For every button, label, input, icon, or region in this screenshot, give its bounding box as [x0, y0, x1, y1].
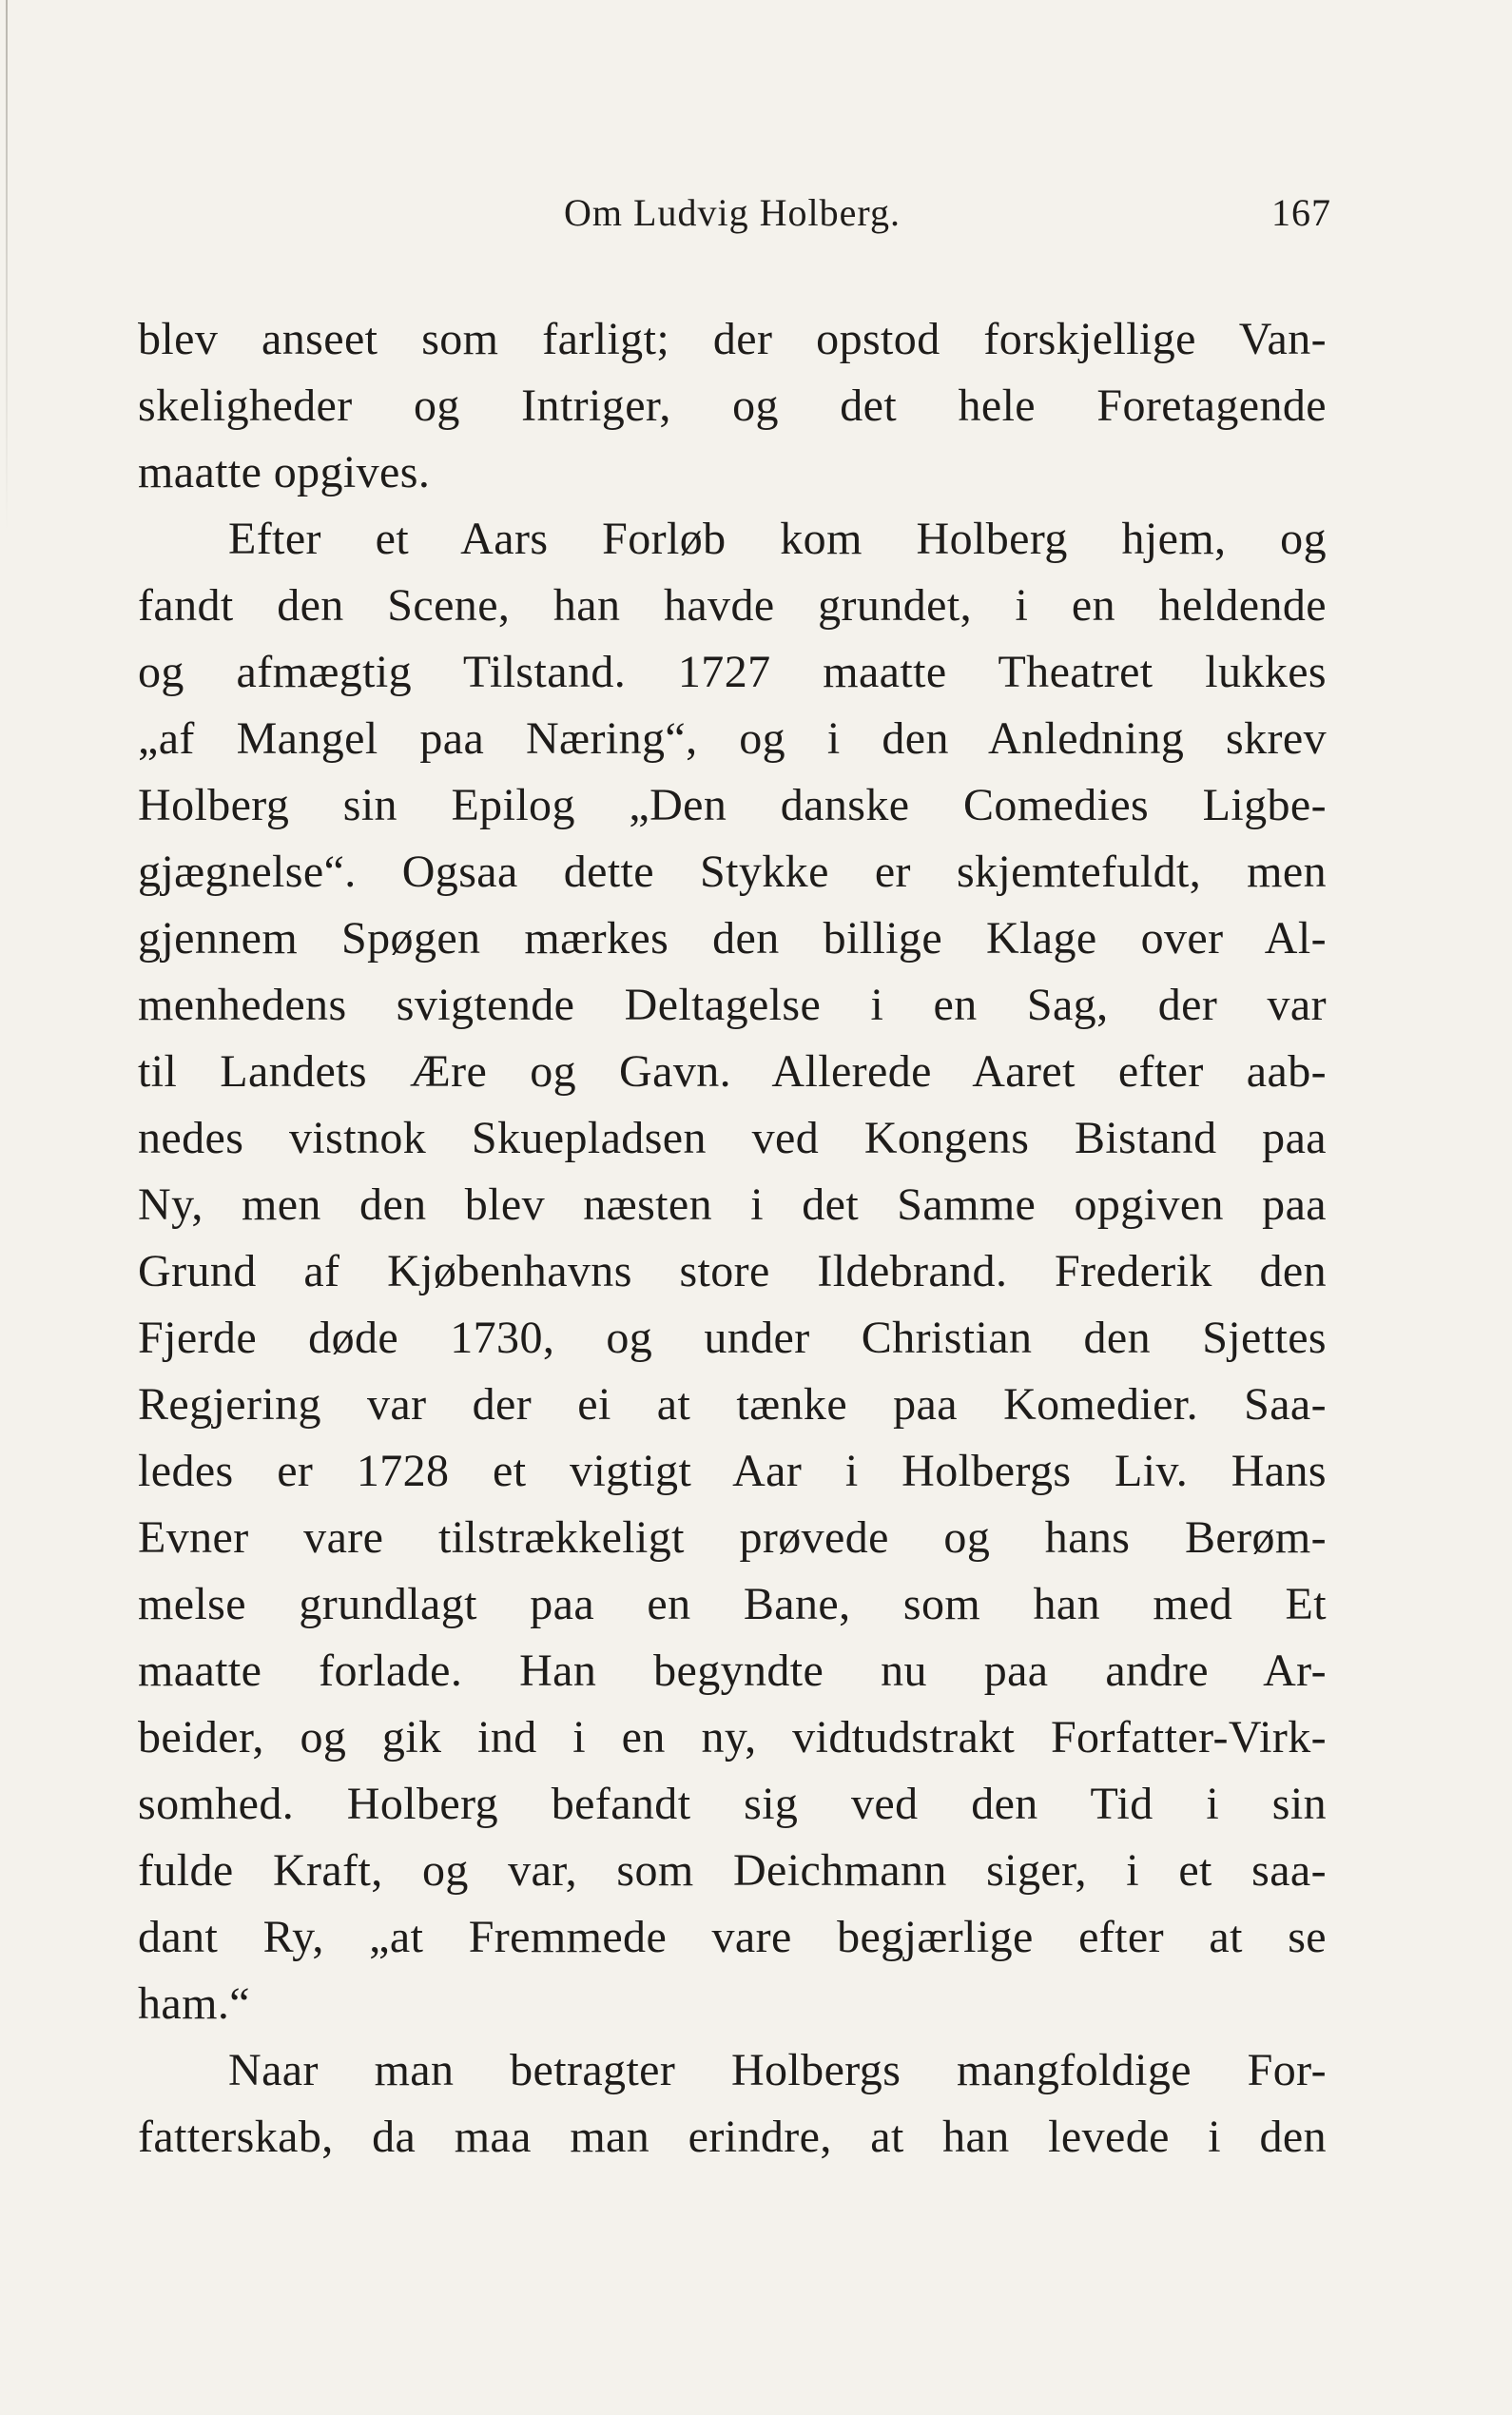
text-line: gjægnelse“. Ogsaa dette Stykke er skjemtefuldt, men	[138, 847, 1327, 897]
text-line: dant Ry, „at Fremmede vare begjærlige efter at se	[138, 1912, 1327, 1962]
text-line: fatterskab, da maa man erindre, at han levede i den	[138, 2112, 1327, 2162]
running-title: Om Ludvig Holberg.	[564, 191, 901, 234]
text-line: somhed. Holberg befandt sig ved den Tid i sin	[138, 1779, 1327, 1829]
text-line: blev anseet som farligt; der opstod forskjellige Van-	[138, 314, 1327, 364]
text-line: Grund af Kjøbenhavns store Ildebrand. Frederik den	[138, 1246, 1327, 1296]
text-line: Fjerde døde 1730, og under Christian den Sjettes	[138, 1313, 1327, 1363]
page-number: 167	[1271, 191, 1331, 234]
text-line: maatte opgives.	[138, 447, 431, 497]
text-line: ledes er 1728 et vigtigt Aar i Holbergs Liv. Hans	[138, 1446, 1327, 1496]
text-line: Evner vare tilstrækkeligt prøvede og hans Berøm-	[138, 1512, 1327, 1563]
text-line: ham.“	[138, 1978, 250, 2029]
text-line: gjennem Spøgen mærkes den billige Klage over Al-	[138, 913, 1327, 964]
text-line: beider, og gik ind i en ny, vidtudstrakt Forfatter-Virk-	[138, 1712, 1327, 1763]
text-line: Ny, men den blev næsten i det Samme opgiven paa	[138, 1179, 1327, 1230]
text-line: og afmægtig Tilstand. 1727 maatte Theatret lukkes	[138, 647, 1327, 697]
text-line: til Landets Ære og Gavn. Allerede Aaret efter aab-	[138, 1046, 1327, 1097]
text-line: nedes vistnok Skuepladsen ved Kongens Bistand paa	[138, 1113, 1327, 1163]
text-line: menhedens svigtende Deltagelse i en Sag, der var	[138, 980, 1327, 1030]
text-line: „af Mangel paa Næring“, og i den Anledning skrev	[138, 713, 1327, 764]
text-line: Efter et Aars Forløb kom Holberg hjem, og	[228, 514, 1327, 564]
text-line: melse grundlagt paa en Bane, som han med Et	[138, 1579, 1327, 1629]
body-text	[138, 306, 1327, 2171]
page-header	[133, 190, 1331, 247]
text-line: Regjering var der ei at tænke paa Komedier. Saa-	[138, 1379, 1327, 1430]
text-line: maatte forlade. Han begyndte nu paa andre Ar-	[138, 1646, 1327, 1696]
text-line: skeligheder og Intriger, og det hele Foretagende	[138, 380, 1327, 431]
text-line: Naar man betragter Holbergs mangfoldige For-	[228, 2045, 1327, 2095]
page-edge-shadow	[6, 0, 8, 533]
text-line: Holberg sin Epilog „Den danske Comedies Ligbe-	[138, 780, 1327, 830]
text-line: fulde Kraft, og var, som Deichmann siger, i et saa-	[138, 1845, 1327, 1896]
text-line: fandt den Scene, han havde grundet, i en heldende	[138, 580, 1327, 631]
